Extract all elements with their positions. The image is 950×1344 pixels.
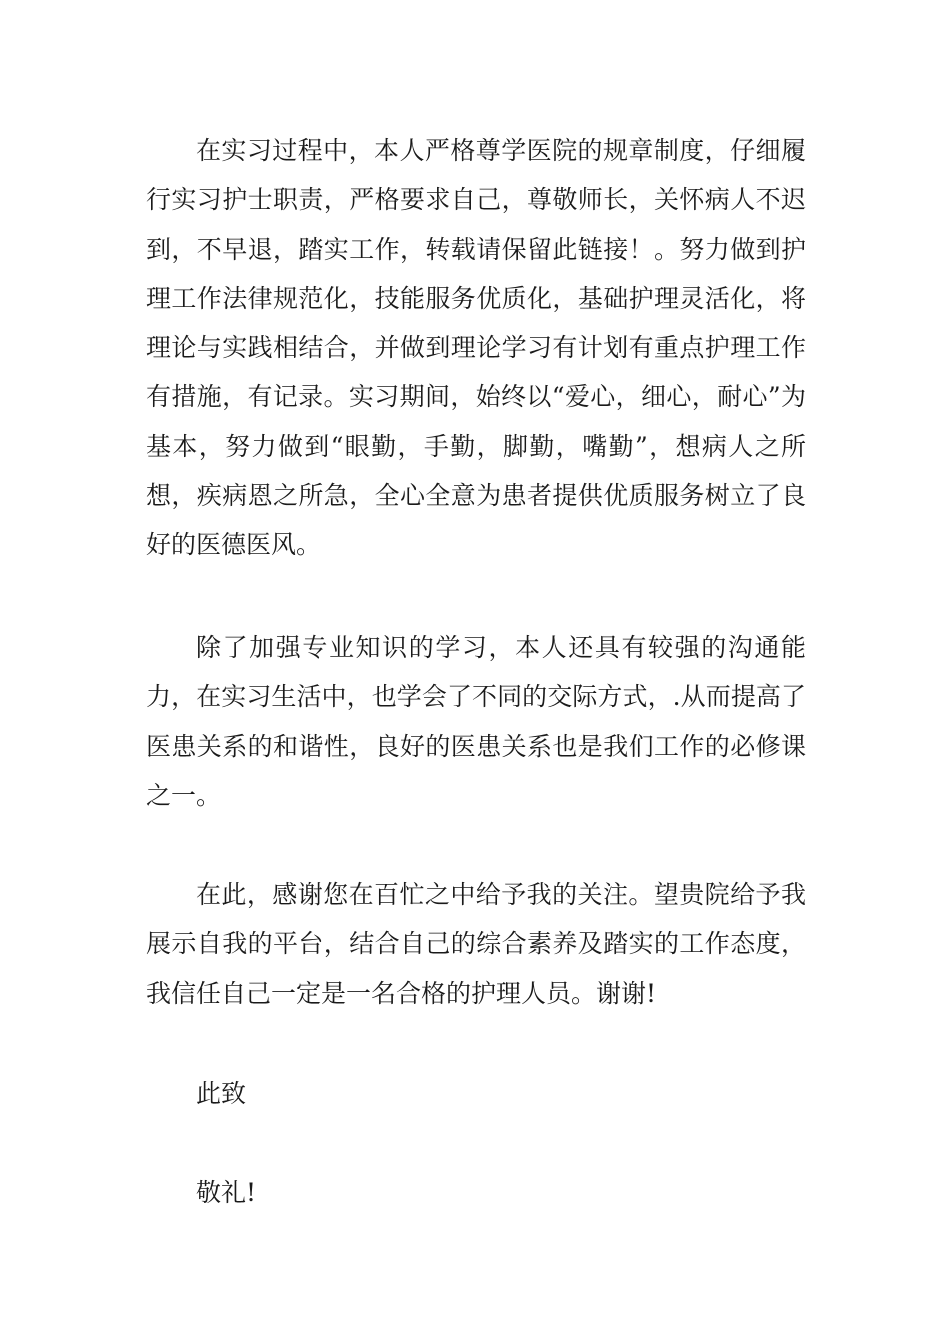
- body-paragraph-thanks: 在此，感谢您在百忙之中给予我的关注。望贵院给予我展示自我的平台，结合自己的综合素养及踏实的工作态度，我信任自己一定是一名合格的护理人员。谢谢!: [146, 880, 806, 1008]
- body-paragraph-communication: 除了加强专业知识的学习，本人还具有较强的沟通能力，在实习生活中，也学会了不同的交际方式，.从而提高了医患关系的和谐性，良好的医患关系也是我们工作的必修课之一。: [146, 633, 806, 810]
- closing-salutation: 此致: [196, 1079, 247, 1108]
- body-paragraph-internship-conduct: 在实习过程中，本人严格尊学医院的规章制度，仔细履行实习护士职责，严格要求自己，尊敬师长，关怀病人不迟到，不早退，踏实工作，转载请保留此链接！。努力做到护理工作法律规范化，技能服务优质化，基础护理灵活化，将理论与实践相结合，并做到理论学习有计划有重点护理工作有措施，有记录。实习期间，始终以“爱心，细心，耐心”为基本，努力做到“眼勤，手勤，脚勤，嘴勤”，想病人之所想，疾病恩之所急，全心全意为患者提供优质服务树立了良好的医德医风。: [146, 136, 806, 560]
- closing-regards: 敬礼!: [196, 1178, 257, 1207]
